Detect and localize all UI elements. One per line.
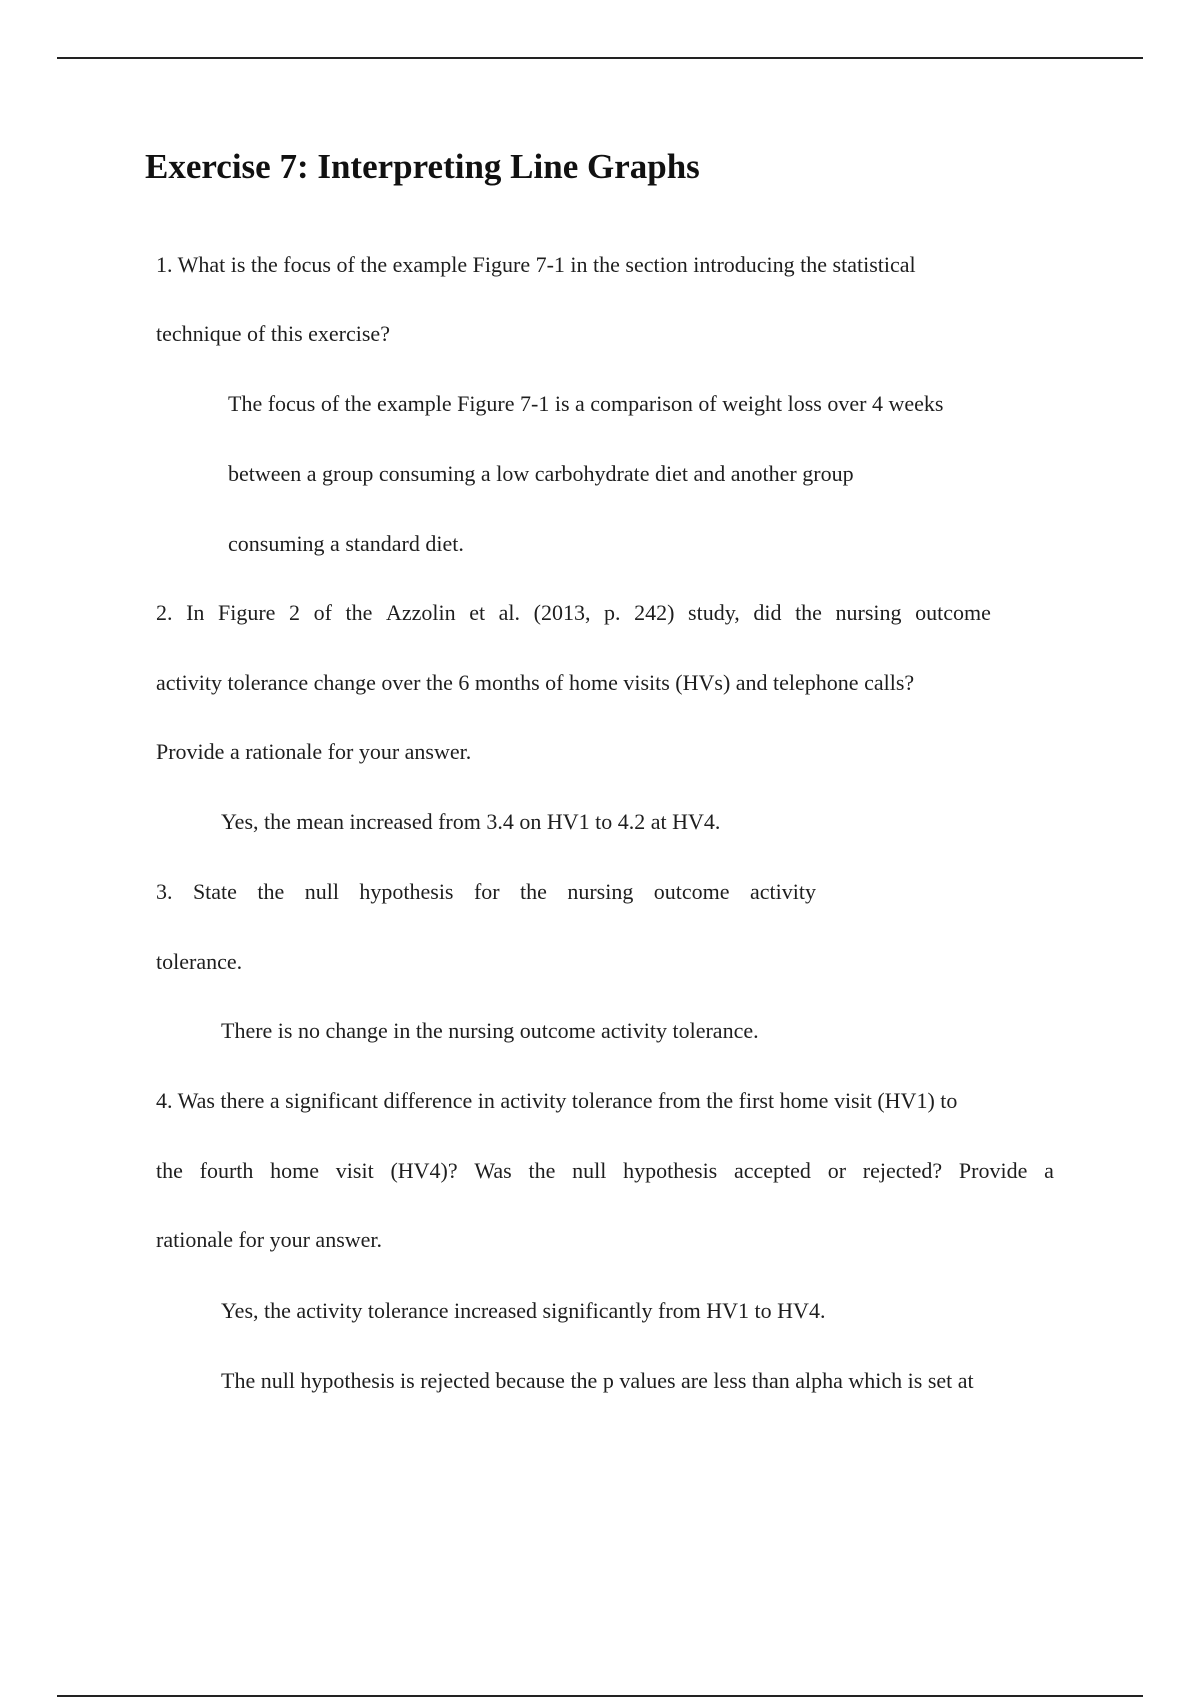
answer-4-line-1: Yes, the activity tolerance increased significantly from HV1 to HV4.	[221, 1298, 826, 1323]
question-3-line-2: tolerance.	[156, 949, 243, 974]
question-1-line-1: 1. What is the focus of the example Figure 7-1 in the section introducing the statistical	[156, 252, 916, 277]
answer-1-line-3: consuming a standard diet.	[228, 531, 464, 556]
question-4-line-3: rationale for your answer.	[156, 1227, 383, 1252]
answer-4-line-2: The null hypothesis is rejected because the p values are less than alpha which is set at	[221, 1368, 974, 1393]
answer-1-line-2: between a group consuming a low carbohydrate diet and another group	[228, 461, 854, 486]
question-2-line-2: activity tolerance change over the 6 months of home visits (HVs) and telephone calls?	[156, 670, 915, 695]
page-top-rule	[57, 57, 1143, 59]
question-3-line-1: 3. State the null hypothesis for the nursing outcome activity	[156, 879, 816, 904]
answer-2-line-1: Yes, the mean increased from 3.4 on HV1 to 4.2 at HV4.	[221, 809, 721, 834]
answer-3-line-1: There is no change in the nursing outcome activity tolerance.	[221, 1018, 759, 1043]
question-4-line-2: the fourth home visit (HV4)? Was the null hypothesis accepted or rejected? Provide a	[156, 1158, 1054, 1183]
question-4-line-1: 4. Was there a significant difference in activity tolerance from the first home visit (HV1) to	[156, 1088, 958, 1113]
answer-1-line-1: The focus of the example Figure 7-1 is a comparison of weight loss over 4 weeks	[228, 391, 944, 416]
question-2-line-3: Provide a rationale for your answer.	[156, 739, 472, 764]
question-1-line-2: technique of this exercise?	[156, 321, 390, 346]
question-2-line-1: 2. In Figure 2 of the Azzolin et al. (2013, p. 242) study, did the nursing outcome	[156, 600, 991, 625]
page-bottom-rule	[57, 1695, 1143, 1697]
page-title: Exercise 7: Interpreting Line Graphs	[145, 147, 700, 186]
